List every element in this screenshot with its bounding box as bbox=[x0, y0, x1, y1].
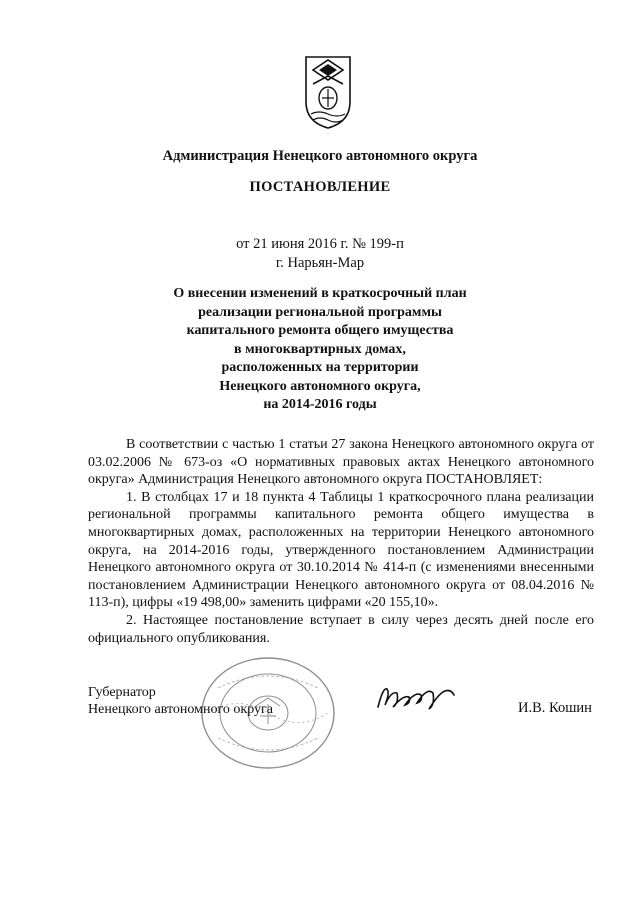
coat-of-arms-emblem bbox=[303, 54, 353, 130]
body-paragraph: 1. В столбцах 17 и 18 пункта 4 Таблицы 1 краткосрочного плана реализации региональной программы капитального ремонта общего имущества в многоквартирных домах, расположенных на территории Ненецкого автономного округа, на 2014-2016 годы, утвержденного постановлением Администрации Ненецкого автономного округа от 30.10.2014 № 414-п (с изменениями внесенными постановлением Администрации Ненецкого автономного округа от 08.04.2016 № 113-п), цифры «19 498,00» заменить цифрами «20 155,10». bbox=[88, 489, 594, 611]
title-line: Ненецкого автономного округа, bbox=[219, 378, 421, 394]
position-title: Губернатор bbox=[88, 685, 156, 700]
document-body bbox=[88, 436, 594, 647]
title-line: О внесении изменений в краткосрочный план bbox=[173, 286, 467, 301]
city: г. Нарьян-Мар bbox=[275, 255, 365, 271]
title-line: в многоквартирных домах, bbox=[234, 341, 406, 357]
handwritten-signature bbox=[375, 683, 457, 713]
body-paragraph: 2. Настоящее постановление вступает в силу через десять дней после его официального опубликования. bbox=[88, 612, 594, 646]
position-organization: Ненецкого автономного округа bbox=[88, 702, 273, 717]
organization-name: Администрация Ненецкого автономного округа bbox=[162, 148, 478, 164]
title-line: на 2014-2016 годы bbox=[263, 397, 377, 412]
title-line: капитального ремонта общего имущества bbox=[186, 323, 454, 338]
signatory-position bbox=[88, 684, 273, 718]
title-line: расположенных на территории bbox=[221, 360, 419, 375]
document-meta bbox=[0, 235, 640, 273]
date-number: от 21 июня 2016 г. № 199-п bbox=[236, 236, 404, 252]
signatory-name: И.В. Кошин bbox=[518, 700, 592, 716]
document-title bbox=[0, 285, 640, 415]
body-paragraph: В соответствии с частью 1 статьи 27 закона Ненецкого автономного округа от 03.02.2006 № 673-оз «О нормативных правовых актах Ненецкого автономного округа» Администрация Ненецкого автономного округа ПОСТАНОВЛЯЕТ: bbox=[88, 437, 594, 488]
title-line: реализации региональной программы bbox=[198, 304, 442, 320]
document-type: ПОСТАНОВЛЕНИЕ bbox=[249, 179, 391, 195]
